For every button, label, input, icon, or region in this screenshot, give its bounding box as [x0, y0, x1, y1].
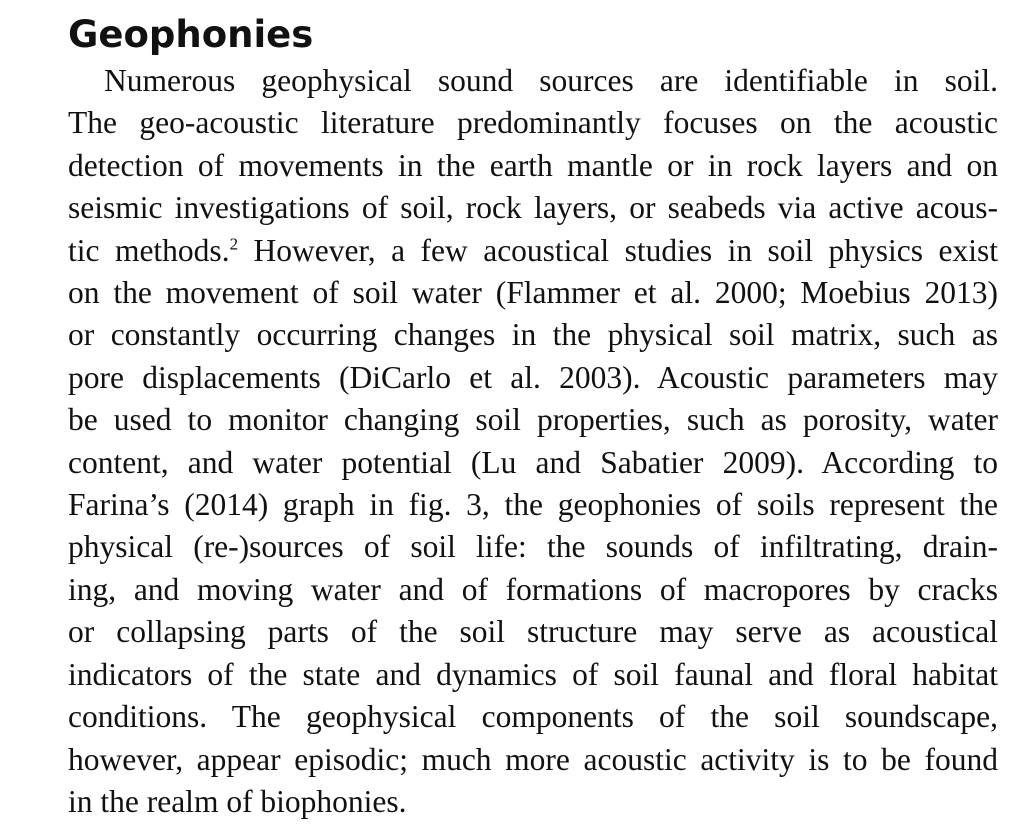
text-line: on the movement of soil water (Flammer et al. 2000; Moebius 2013) — [68, 275, 998, 311]
text-line: pore displacements (DiCarlo et al. 2003). Acoustic parameters may — [68, 359, 998, 395]
text-line: conditions. The geophysical components of the soil soundscape, — [68, 699, 998, 735]
text-line: physical (re-)sources of soil life: the sounds of infiltrating, drain- — [68, 529, 998, 565]
text-line: or collapsing parts of the soil structure may serve as acoustical — [68, 614, 998, 650]
section-heading: Geophonies — [68, 13, 314, 56]
text-line: Numerous geophysical sound sources are identifiable in soil. — [104, 63, 998, 98]
text-line: Farina’s (2014) graph in fig. 3, the geophonies of soils represent the — [68, 487, 998, 523]
text-line: seismic investigations of soil, rock layers, or seabeds via active acous- — [68, 190, 998, 226]
text-line: be used to monitor changing soil properties, such as porosity, water — [68, 402, 998, 438]
text-line: or constantly occurring changes in the physical soil matrix, such as — [68, 317, 998, 353]
text-line: in the realm of biophonies. — [68, 783, 407, 819]
text-line: content, and water potential (Lu and Sabatier 2009). According to — [68, 444, 998, 480]
body-paragraph — [68, 60, 998, 823]
text-line-with-footnote — [68, 230, 998, 272]
text-segment: tic methods. — [68, 232, 230, 268]
footnote-marker[interactable]: 2 — [229, 234, 239, 254]
text-line: however, appear episodic; much more acoustic activity is to be found — [68, 741, 998, 777]
text-line: indicators of the state and dynamics of soil faunal and floral habitat — [68, 656, 998, 692]
text-line: The geo-acoustic literature predominantly focuses on the acoustic — [68, 105, 998, 141]
text-line: ing, and moving water and of formations of macropores by cracks — [68, 571, 998, 607]
text-segment: However, a few acoustical studies in soil physics exist — [238, 232, 998, 268]
text-line: detection of movements in the earth mantle or in rock layers and on — [68, 147, 998, 183]
